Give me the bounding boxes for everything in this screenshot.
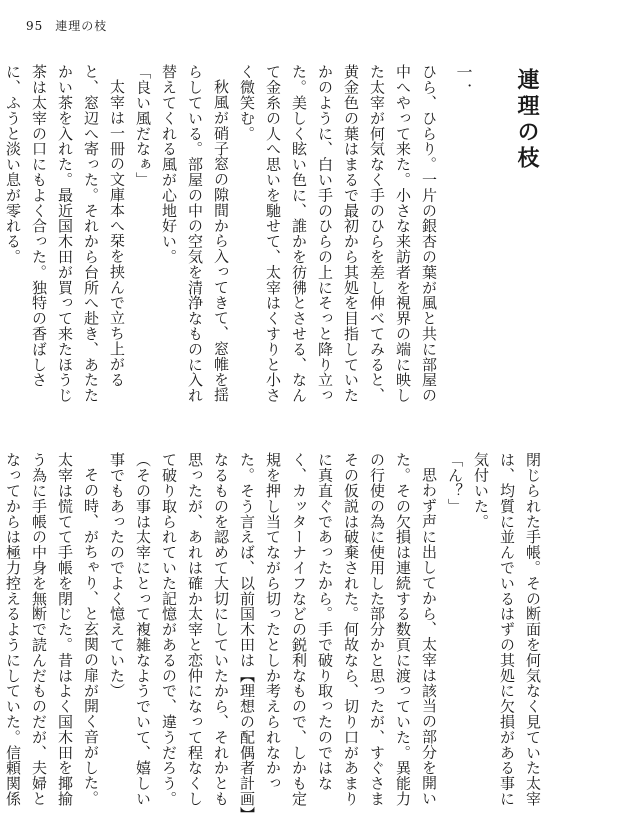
lower-text-block: [4, 452, 546, 820]
running-title: 連理の枝: [55, 19, 108, 33]
running-header: [26, 20, 107, 32]
page-number: 95: [26, 19, 44, 33]
paragraph: 太宰は一冊の文庫本へ栞を挟んで立ち上がると、窓辺へ寄った。それから台所へ赴き、あたたかい茶を入れた。最近国木田が買って来たほうじ茶は太宰の口にもよく合った。独特の香ばしさに、ふうと淡い息が零れる。: [4, 64, 126, 403]
upper-text-block: [4, 64, 442, 416]
paragraph: ひら、ひらり。一片の銀杏の葉が風と共に部屋の中へやって来た。小さな来訪者を視界の端に映した太宰が何気なく手のひらを差し伸べてみると、黄金色の葉はまるで最初から其処を目指していたかのように、白い手のひらの上にそっと降り立った。美しく眩い色に、誰かを彷彿とさせる、なんて金糸の人へ思いを馳せて、太宰はくすりと小さく微笑む。: [238, 64, 438, 403]
paragraph: 思わず声に出してから、太宰は該当の部分を開いた。その欠損は連続する数頁に渡っていた。異能力の行使の為に使用した部分かと思ったが、すぐさまその仮説は破棄された。何故なら、切り口があまりに真直ぐであったから。手で破り取ったのではなく、カッターナイフなどの鋭利なもので、しかも定規を押し当てながら切ったとしか考えられなかった。そう言えば、以前国木田は【理想の配偶者計画】なるものを認めて大切にしていたから、それかとも思ったが、あれは確か太宰と恋仲になって程なくして破り取られていた記憶があるので、違うだろう。（その事は太宰にとって複雑なようでいて、嬉しい事でもあったのでよく憶えていた）: [108, 452, 438, 815]
section-marker: 一．: [454, 64, 473, 102]
dialogue-line: 「良い風だなぁ」: [134, 64, 152, 188]
dialogue-line: 「ん？」: [446, 452, 464, 514]
paragraph: 閉じられた手帳。その断面を何気なく見ていた太宰は、均質に並んでいるはずの其処に欠損がある事に気付いた。: [472, 452, 542, 807]
paragraph: その時、がちゃり、と玄関の扉が開く音がした。太宰は慌てて手帳を閉じた。昔はよく国木田を揶揄う為に手帳の中身を無断で読んだものだが、夫婦となってからは極力控えるようにしていた。信頼関係: [4, 452, 100, 807]
paragraph: 秋風が硝子窓の隙間から入ってきて、窓帷を揺らしている。部屋の中の空気を清浄なものに入れ替えてくれる風が心地好い。: [160, 64, 230, 403]
chapter-title: 連理の枝: [514, 68, 540, 172]
